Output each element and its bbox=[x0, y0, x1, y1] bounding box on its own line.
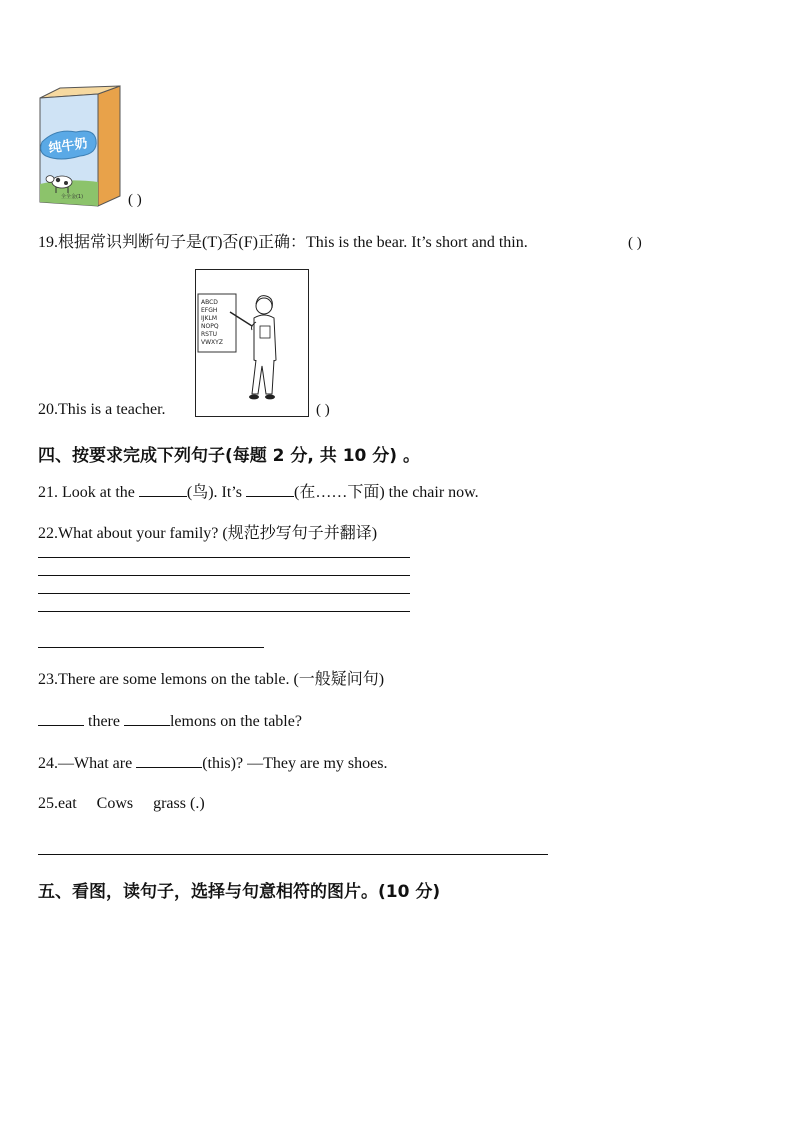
section-4-title: 四、按要求完成下列句子(每题 2 分, 共 10 分) 。 bbox=[38, 446, 420, 466]
q25-question: 25.eat Cows grass (.) bbox=[38, 795, 205, 812]
teacher-image bbox=[196, 270, 308, 416]
teacher-image-frame bbox=[195, 269, 309, 417]
carton-small-text: 全全金(1) bbox=[60, 194, 84, 200]
q23-question: 23.There are some lemons on the table. (一般疑问句) bbox=[38, 671, 385, 688]
q19-answer-paren[interactable]: ( ) bbox=[628, 235, 642, 251]
q22-writing-line-4[interactable] bbox=[38, 611, 410, 612]
q18-answer-paren[interactable]: ( ) bbox=[128, 192, 142, 208]
q22-writing-line-2[interactable] bbox=[38, 575, 410, 576]
q21-blank-2[interactable] bbox=[246, 482, 294, 497]
q19-question: 19.根据常识判断句子是(T)否(F)正确：This is the bear. It’s short and thin. bbox=[38, 234, 528, 251]
q21-blank-1[interactable] bbox=[139, 482, 187, 497]
q21-part-1: 21. Look at the bbox=[38, 484, 139, 501]
q23-rest-text: lemons on the table? bbox=[169, 713, 302, 730]
q23-there-text: there bbox=[84, 713, 124, 730]
q21-part-3: (在……下面) the chair now. bbox=[293, 484, 479, 501]
board-line-1: ABCD bbox=[201, 299, 218, 306]
q23-blank-2[interactable] bbox=[124, 711, 170, 726]
q20-question: 20.This is a teacher. bbox=[38, 401, 166, 418]
milk-carton-image bbox=[36, 84, 122, 208]
q24-part-2: (this)? —They are my shoes. bbox=[202, 755, 388, 772]
section-5-title: 五、看图，读句子，选择与句意相符的图片。(10 分) bbox=[38, 882, 441, 902]
q23-blank-1[interactable] bbox=[38, 711, 84, 726]
q23-answer-row bbox=[38, 711, 302, 732]
board-line-4: NOPQ bbox=[201, 323, 219, 330]
q22-question: 22.What about your family? (规范抄写句子并翻译) bbox=[38, 525, 378, 542]
q21-question bbox=[38, 482, 479, 503]
board-line-2: EFGH bbox=[201, 307, 218, 314]
q22-translation-line[interactable] bbox=[38, 647, 264, 648]
board-line-5: RSTU bbox=[201, 331, 218, 338]
q25-answer-line[interactable] bbox=[38, 854, 548, 855]
q24-blank[interactable] bbox=[136, 753, 202, 768]
board-line-3: IJKLM bbox=[201, 315, 217, 322]
q22-writing-line-1[interactable] bbox=[38, 557, 410, 558]
q20-answer-paren[interactable]: ( ) bbox=[316, 402, 330, 418]
q21-part-2: (鸟). It’s bbox=[186, 484, 246, 501]
carton-label-text: 纯牛奶 bbox=[47, 136, 89, 157]
q22-writing-line-3[interactable] bbox=[38, 593, 410, 594]
q24-question bbox=[38, 753, 387, 774]
board-line-6: VWXYZ bbox=[201, 339, 223, 346]
q24-part-1: 24.—What are bbox=[38, 755, 137, 772]
